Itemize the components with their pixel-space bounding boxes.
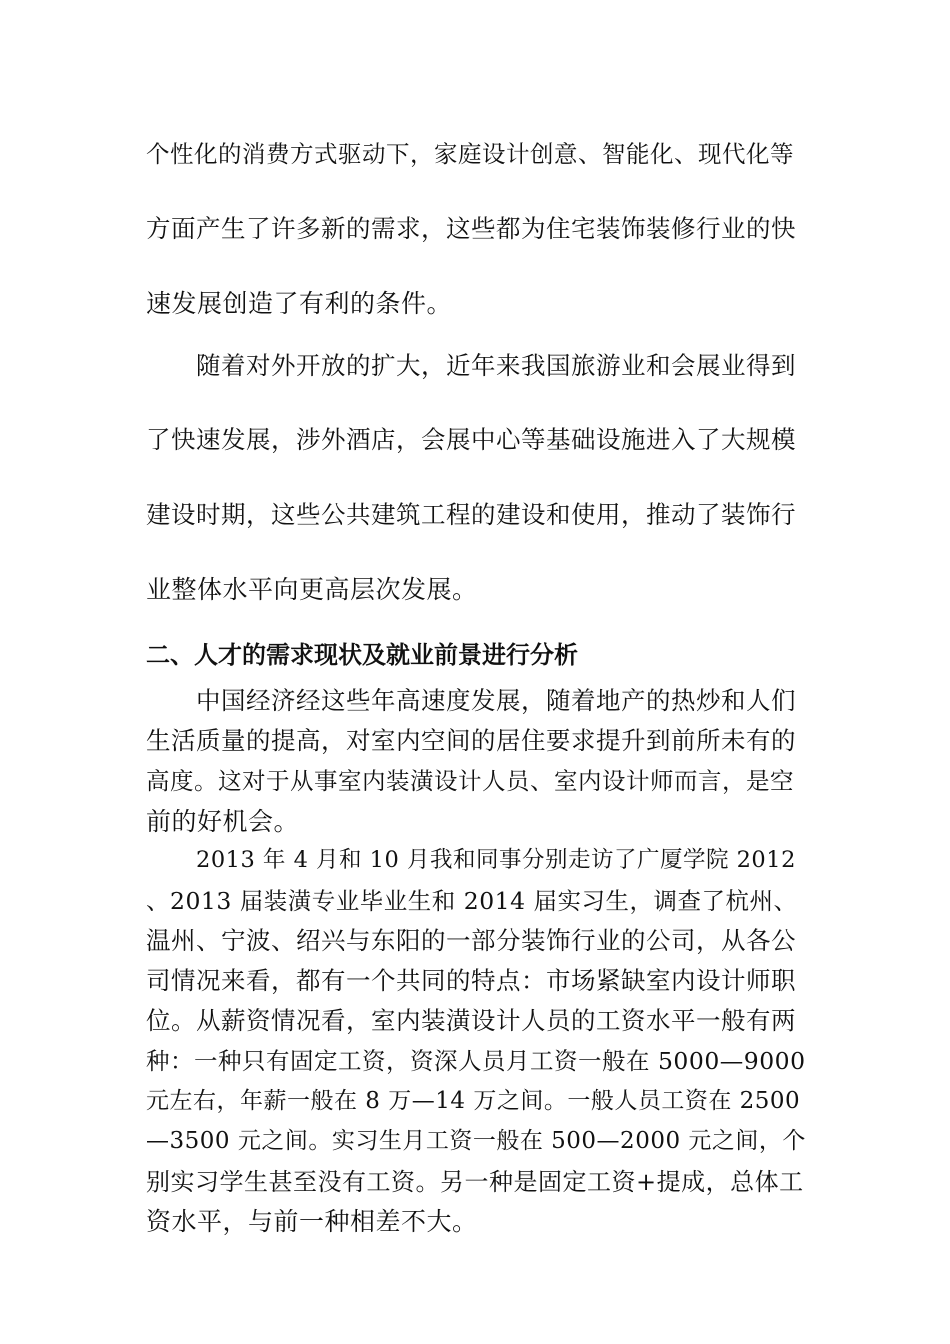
paragraph-line: 方面产生了许多新的需求，这些都为住宅装饰装修行业的快 <box>146 214 796 243</box>
paragraph-line: 元左右，年薪一般在 8 万—14 万之间。一般人员工资在 2500 <box>146 1088 801 1114</box>
paragraph-line: 温州、宁波、绍兴与东阳的一部分装饰行业的公司，从各公 <box>146 926 796 955</box>
paragraph-line: 了快速发展，涉外酒店，会展中心等基础设施进入了大规模 <box>146 425 796 454</box>
paragraph-line: 别实习学生甚至没有工资。另一种是固定工资+提成，总体工 <box>146 1168 804 1196</box>
paragraph-line: 随着对外开放的扩大，近年来我国旅游业和会展业得到 <box>196 351 796 380</box>
paragraph-line: 业整体水平向更高层次发展。 <box>146 575 478 604</box>
paragraph-line: 种：一种只有固定工资，资深人员月工资一般在 5000—9000 <box>146 1047 806 1075</box>
paragraph-line: 速发展创造了有利的条件。 <box>146 289 453 318</box>
paragraph-line: 司情况来看，都有一个共同的特点：市场紧缺室内设计师职 <box>146 966 796 995</box>
paragraph-line: 位。从薪资情况看，室内装潢设计人员的工资水平一般有两 <box>146 1006 796 1035</box>
paragraph-line: 、2013 届装潢专业毕业生和 2014 届实习生，调查了杭州、 <box>146 887 798 915</box>
paragraph-line: 中国经济经这些年高速度发展，随着地产的热炒和人们 <box>196 686 796 715</box>
paragraph-line: 高度。这对于从事室内装潢设计人员、室内设计师而言，是空 <box>146 767 794 795</box>
paragraph-line: 前的好机会。 <box>146 807 300 836</box>
paragraph-line: 2013 年 4 月和 10 月我和同事分别走访了广厦学院 2012 <box>196 847 796 873</box>
paragraph-line: 生活质量的提高，对室内空间的居住要求提升到前所未有的 <box>146 726 796 755</box>
paragraph-line: —3500 元之间。实习生月工资一般在 500—2000 元之间，个 <box>146 1128 806 1154</box>
paragraph-line: 资水平，与前一种相差不大。 <box>146 1207 478 1236</box>
paragraph-line: 建设时期，这些公共建筑工程的建设和使用，推动了装饰行 <box>146 500 796 529</box>
paragraph-line: 个性化的消费方式驱动下，家庭设计创意、智能化、现代化等 <box>146 140 794 168</box>
section-heading: 二、人才的需求现状及就业前景进行分析 <box>146 641 578 669</box>
